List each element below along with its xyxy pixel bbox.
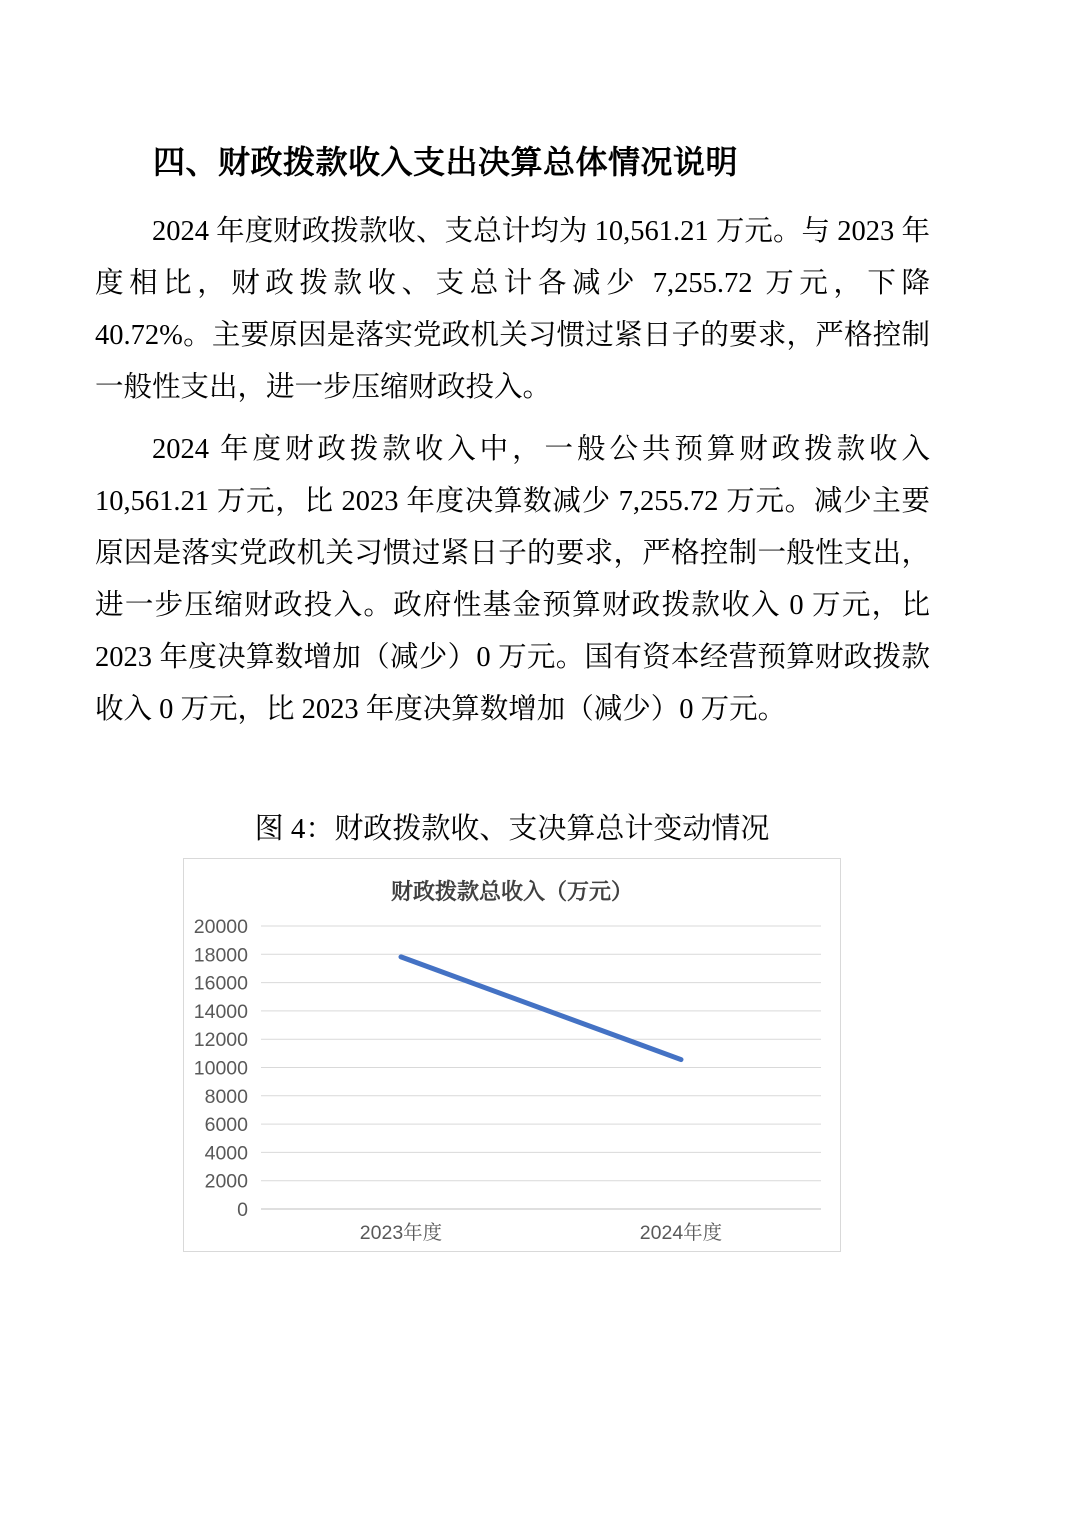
y-tick-label: 2000	[204, 1170, 248, 1193]
y-tick-label: 10000	[193, 1057, 248, 1080]
body-paragraph-2: 2024 年度财政拨款收入中，一般公共预算财政拨款收入 10,561.21 万元，比 2023 年度决算数减少 7,255.72 万元。减少主要原因是落实党政机关习惯过紧日子的要求，严格控制一般性支出，进一步压缩财政投入。政府性基金预算财政拨款收入 0 万元，比 2023 年度决算数增加（减少）0 万元。国有资本经营预算财政拨款收入 0 万元，比 2023 年度决算数增加（减少）0 万元。	[95, 434, 930, 725]
y-tick-label: 12000	[193, 1029, 248, 1052]
y-tick-label: 6000	[204, 1114, 248, 1137]
section-heading: 四、财政拨款收入支出决算总体情况说明	[153, 144, 739, 180]
figure-block	[183, 806, 841, 1252]
chart-title: 财政拨款总收入（万元）	[390, 879, 634, 904]
y-tick-label: 14000	[193, 1000, 248, 1023]
y-tick-label: 0	[237, 1199, 248, 1221]
data-line	[401, 957, 681, 1060]
y-tick-label: 4000	[204, 1142, 248, 1165]
y-tick-label: 18000	[193, 944, 248, 967]
figure-caption: 图 4：财政拨款收、支决算总计变动情况	[254, 813, 770, 845]
y-tick-label: 8000	[204, 1085, 248, 1108]
x-tick-label: 2024年度	[639, 1222, 723, 1244]
y-tick-label: 20000	[193, 916, 248, 938]
x-tick-label: 2023年度	[359, 1222, 443, 1244]
chart-plot-area	[194, 916, 821, 1244]
y-tick-label: 16000	[193, 972, 248, 995]
line-chart	[183, 858, 841, 1252]
body-paragraph-1: 2024 年度财政拨款收、支总计均为 10,561.21 万元。与 2023 年度相比，财政拨款收、支总计各减少 7,255.72 万元，下降 40.72%。主要原因是落实党政机关习惯过紧日子的要求，严格控制一般性支出，进一步压缩财政投入。	[95, 216, 930, 403]
